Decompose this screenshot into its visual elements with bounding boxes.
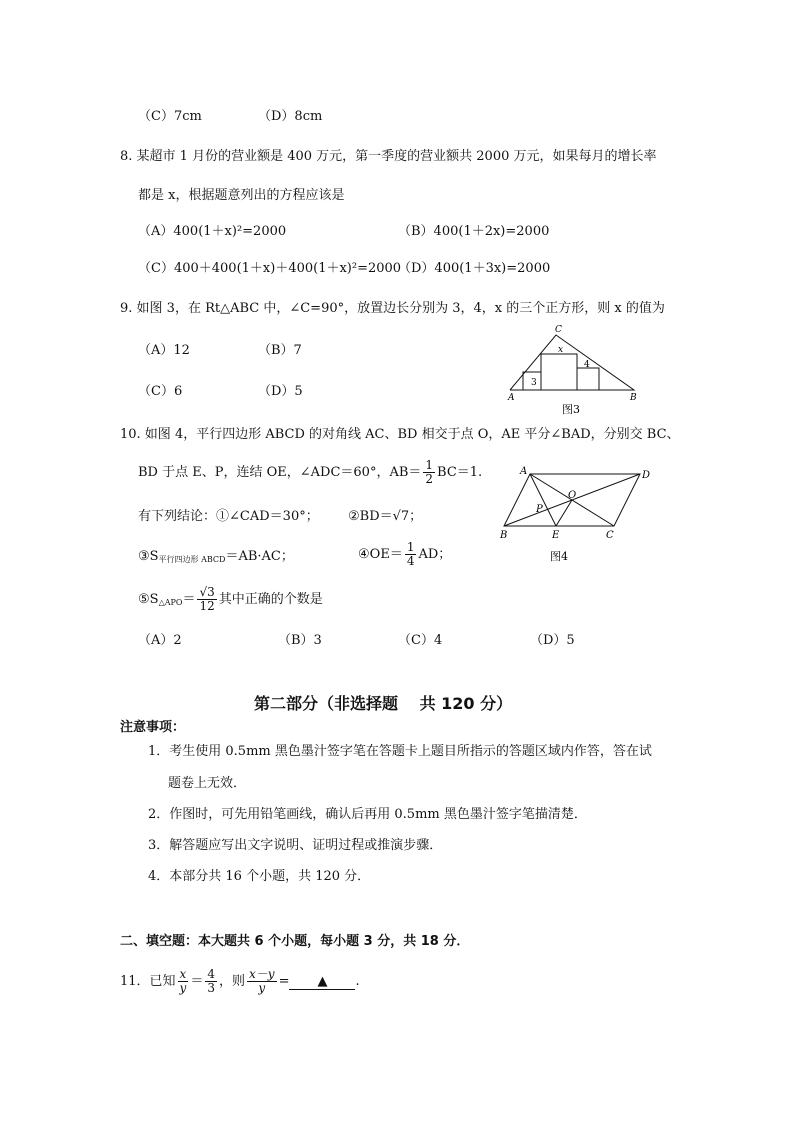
q8-stem-line2: 都是 x，根据题意列出的方程应该是 — [138, 188, 345, 203]
fig4-label-p: P — [536, 504, 543, 515]
q10-stem-line2-b: BC＝1. — [437, 465, 483, 480]
q10-fraction-quarter-num: 1 — [406, 540, 415, 554]
fig3-label-a: A — [508, 393, 515, 403]
fig4-caption: 图4 — [550, 550, 568, 563]
q11-f1-den: y — [179, 981, 187, 995]
q11-end: . — [355, 974, 360, 989]
q10-conclusion-3-row — [138, 548, 294, 569]
fig4-label-b: B — [500, 530, 508, 541]
q10-stem-line1: 10. 如图 4，平行四边形 ABCD 的对角线 AC、BD 相交于点 O，AE 平分∠BAD，分别交 BC、 — [120, 427, 680, 442]
note-1-line2: 题卷上无效． — [168, 776, 247, 791]
q10-c5-subscript: △APO — [158, 598, 183, 607]
q11-prefix: 11．已知 — [120, 974, 176, 989]
fig3-label-b: B — [630, 393, 637, 403]
q11-eq: ＝ — [190, 974, 204, 989]
q10-c5-eq: ＝ — [182, 592, 196, 607]
q10-conclusion-4-row — [358, 540, 451, 570]
q10-c1-number: ① — [216, 509, 230, 524]
part2-heading: 第二部分（非选择题 共 120 分） — [254, 694, 513, 713]
q10-conclusion-1: ∠CAD＝30°； — [229, 509, 319, 524]
q9-option-a: （A）12 — [138, 343, 190, 358]
q8-option-b: （B）400(1＋2x)=2000 — [398, 224, 550, 239]
q10-fraction-half-num: 1 — [425, 458, 434, 472]
fig3-label-c: C — [555, 325, 562, 335]
q10-stem-line2 — [138, 458, 482, 488]
q10-c4-a: OE＝ — [369, 547, 403, 562]
q10-c5-rest: 其中正确的个数是 — [218, 592, 323, 607]
notes-title: 注意事项： — [120, 720, 186, 735]
q7-option-c: （C）7cm — [138, 109, 202, 124]
q7-option-d: （D）8cm — [258, 109, 323, 124]
q10-c5-number: ⑤ — [138, 592, 150, 607]
q10-option-c: （C）4 — [398, 633, 443, 648]
q10-fraction-12-den: 12 — [199, 599, 215, 613]
q10-c4-number: ④ — [358, 547, 370, 562]
q11-f3-num: x－y — [249, 967, 275, 981]
q9-option-b: （B）7 — [258, 343, 302, 358]
q10-fraction-sqrt3-num: √3 — [199, 585, 215, 599]
q10-c2-number: ② — [348, 509, 360, 524]
note-2: 2．作图时，可先用铅笔画线，确认后再用 0.5mm 黑色墨汁签字笔描清楚． — [148, 807, 587, 822]
fig4-label-o: O — [568, 490, 577, 501]
q10-conclusions-intro: 有下列结论： — [138, 509, 217, 524]
q10-c5-s: S — [149, 592, 159, 607]
fig3-caption: 图3 — [562, 403, 580, 416]
q10-conclusion-2-row — [348, 508, 422, 526]
q9-option-c: （C）6 — [138, 384, 183, 399]
q11 — [120, 960, 360, 1004]
q11-fraction-x-minus-y-over-y — [247, 968, 277, 995]
q10-option-b: （B）3 — [278, 633, 322, 648]
q11-f3-den: y — [258, 981, 266, 995]
section-2-heading: 二、填空题：本大题共 6 个小题，每小题 3 分，共 18 分． — [120, 934, 470, 949]
fig4-label-e: E — [552, 530, 560, 541]
q10-c3-number: ③ — [138, 549, 150, 564]
q11-f2-den: 3 — [207, 981, 215, 995]
q11-mid: ，则 — [218, 974, 245, 989]
q11-answer-blank[interactable]: ▲ — [289, 975, 355, 990]
q10-conclusions-row1 — [138, 508, 319, 526]
q8-option-c: （C）400＋400(1＋x)＋400(1＋x)²=2000 — [138, 261, 402, 276]
q10-fraction-quarter — [405, 541, 417, 568]
q9-option-d: （D）5 — [258, 384, 303, 399]
q10-conclusion-2: BD＝√7； — [359, 509, 423, 524]
q10-stem-line2-a: BD 于点 E、P，连结 OE，∠ADC＝60°，AB＝ — [138, 465, 422, 480]
q10-c3-s: S — [149, 549, 159, 564]
q10-c3-subscript: 平行四边形 ABCD — [158, 555, 226, 564]
fig3-square-4-label: 4 — [584, 360, 590, 370]
note-4: 4．本部分共 16 个小题，共 120 分． — [148, 869, 371, 884]
figure-3-triangle — [500, 322, 650, 418]
note-1-line1: 1．考生使用 0.5mm 黑色墨汁签字笔在答题卡上题目所指示的答题区域内作答，答在试 — [148, 744, 652, 759]
q10-fraction-sqrt3-12 — [197, 586, 216, 613]
q10-fraction-quarter-den: 4 — [406, 554, 415, 568]
q10-c3-rest: ＝AB·AC； — [225, 549, 294, 564]
q11-eq2: = — [278, 974, 290, 989]
q10-fraction-half-den: 2 — [425, 472, 434, 486]
q11-fraction-x-over-y — [178, 968, 189, 995]
fig4-label-d: D — [642, 470, 651, 481]
q11-f1-num: x — [179, 967, 187, 981]
note-3: 3．解答题应写出文字说明、证明过程或推演步骤． — [148, 838, 443, 853]
fig3-square-3-label: 3 — [531, 378, 537, 388]
q9-stem: 9. 如图 3，在 Rt△ABC 中，∠C=90°，放置边长分别为 3，4，x 的三个正方形，则 x 的值为 — [120, 301, 665, 316]
fig4-label-c: C — [606, 530, 614, 541]
q10-option-d: （D）5 — [530, 633, 575, 648]
q10-c4-b: AD； — [418, 547, 452, 562]
q8-stem-line1: 8. 某超市 1 月份的营业额是 400 万元，第一季度的营业额共 2000 万元，如果每月的增长率 — [120, 149, 657, 164]
figure-4-parallelogram — [494, 462, 664, 566]
q11-fraction-4-over-3 — [205, 968, 217, 995]
q10-fraction-half — [423, 459, 435, 486]
q10-option-a: （A）2 — [138, 633, 182, 648]
fig3-square-x-label: x — [558, 345, 564, 355]
q8-option-a: （A）400(1＋x)²=2000 — [138, 224, 287, 239]
fig4-label-a: A — [520, 466, 528, 477]
q10-conclusion-5-row — [138, 585, 323, 618]
q11-f2-num: 4 — [207, 967, 215, 981]
q8-option-d: （D）400(1＋3x)=2000 — [398, 261, 551, 276]
